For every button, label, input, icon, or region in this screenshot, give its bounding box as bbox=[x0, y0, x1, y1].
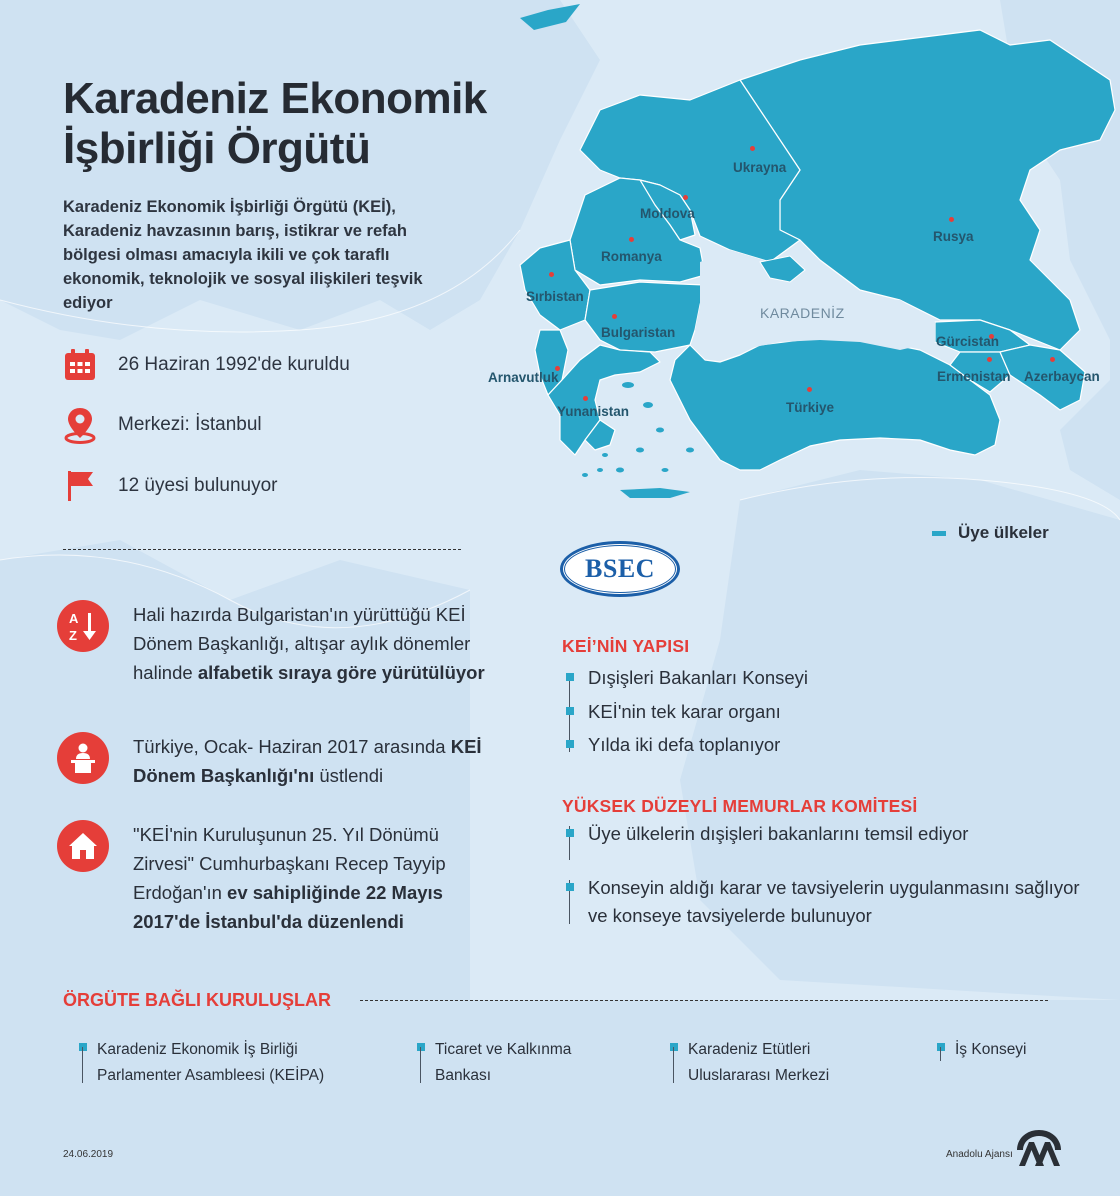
capital-dot-ukrayna bbox=[750, 146, 755, 151]
map-label-gurcistan: Gürcistan bbox=[936, 334, 1000, 349]
fact-headquarters bbox=[63, 405, 262, 445]
info-2-text: Türkiye, Ocak- Haziran 2017 arasında bbox=[133, 736, 451, 757]
committee-item: Konseyin aldığı karar ve tavsiyelerin uygulanmasını sağlıyor ve konseye tavsiyelerde bulunuyor bbox=[588, 874, 1088, 930]
affiliated-item-business-council: İş Konseyi bbox=[955, 1037, 1027, 1063]
structure-item: KEİ'nin tek karar organı bbox=[588, 698, 781, 726]
map-label-turkiye: Türkiye bbox=[786, 400, 835, 415]
map-label-moldova: Moldova bbox=[640, 206, 695, 221]
map-legend bbox=[932, 523, 1049, 543]
capital-dot-turkiye bbox=[807, 387, 812, 392]
map-label-sirbistan: Sırbistan bbox=[526, 289, 584, 304]
info-2-post: üstlendi bbox=[314, 765, 384, 786]
structure-title: KEİ’NİN YAPISI bbox=[562, 636, 690, 656]
info-summit bbox=[57, 820, 487, 936]
flag-icon bbox=[63, 468, 97, 504]
capital-dot-rusya bbox=[949, 217, 954, 222]
divider-affiliated bbox=[360, 1000, 1048, 1001]
fact-headquarters-text: Merkezi: İstanbul bbox=[118, 414, 262, 435]
svg-text:A: A bbox=[69, 611, 79, 626]
info-1-text: Hali hazırda Bulgaristan'ın yürüttüğü KEİ Dönem Başkanlığı, altışar aylık dönemler halinde bbox=[133, 604, 471, 683]
intro-text: Karadeniz Ekonomik İşbirliği Örgütü (KEİ), Karadeniz havzasının barış, istikrar ve refah bölgesi olması amacıyla ikili ve çok taraflı ekonomik, teknolojik ve sosyal ilişkileri teşvik ediyor bbox=[63, 198, 423, 312]
affiliated-title: ÖRGÜTE BAĞLI KURULUŞLAR bbox=[63, 990, 331, 1010]
map-label-ermenistan: Ermenistan bbox=[937, 369, 1011, 384]
capital-dot-romanya bbox=[629, 237, 634, 242]
location-pin-icon bbox=[63, 407, 97, 443]
map-label-arnavutluk: Arnavutluk bbox=[488, 370, 559, 385]
legend-label: Üye ülkeler bbox=[958, 523, 1049, 542]
affiliated-item-bank: Ticaret ve Kalkınma Bankası bbox=[435, 1037, 571, 1089]
capital-dot-ermenistan bbox=[987, 357, 992, 362]
fact-founded-text: 26 Haziran 1992'de kuruldu bbox=[118, 354, 350, 375]
info-1-bold: alfabetik sıraya göre yürütülüyor bbox=[197, 662, 485, 683]
divider-left bbox=[63, 549, 461, 550]
legend-swatch bbox=[932, 531, 946, 536]
map-label-yunanistan: Yunanistan bbox=[557, 404, 630, 419]
map-label-romanya: Romanya bbox=[601, 249, 662, 264]
footer-agency: Anadolu Ajansı bbox=[946, 1149, 1013, 1160]
info-3-text: "KEİ'nin Kuruluşunun 25. Yıl Dönümü Zirvesi" Cumhurbaşkanı Recep Tayyip Erdoğan'ın bbox=[133, 824, 446, 903]
podium-speaker-icon bbox=[57, 732, 109, 784]
structure-item: Yılda iki defa toplanıyor bbox=[588, 731, 780, 759]
footer-date: 24.06.2019 bbox=[63, 1149, 114, 1160]
svg-text:Z: Z bbox=[69, 628, 77, 643]
bsec-logo bbox=[560, 541, 680, 597]
map-label-ukrayna: Ukrayna bbox=[733, 160, 787, 175]
map-label-bulgaristan: Bulgaristan bbox=[601, 325, 676, 340]
info-2-bold: KEİ Dönem Başkanlığı'nı bbox=[133, 736, 482, 786]
capital-dot-azerbaycan bbox=[1050, 357, 1055, 362]
alphabetical-sort-icon bbox=[57, 600, 109, 652]
capital-dot-bulgaristan bbox=[612, 314, 617, 319]
title-line-2: İşbirliği Örgütü bbox=[63, 124, 371, 173]
fact-members-text: 12 üyesi bulunuyor bbox=[118, 475, 278, 496]
calendar-icon bbox=[63, 347, 97, 383]
page-title bbox=[63, 74, 487, 174]
committee-title: YÜKSEK DÜZEYLİ MEMURLAR KOMİTESİ bbox=[562, 796, 918, 816]
capital-dot-yunanistan bbox=[583, 396, 588, 401]
anadolu-agency-logo bbox=[1014, 1128, 1064, 1168]
structure-item: Dışişleri Bakanları Konseyi bbox=[588, 664, 808, 692]
map-label-black-sea: KARADENİZ bbox=[760, 305, 845, 321]
capital-dot-moldova bbox=[683, 195, 688, 200]
house-icon bbox=[57, 820, 109, 872]
affiliated-item-icbss: Karadeniz Etütleri Uluslararası Merkezi bbox=[688, 1037, 829, 1089]
map-label-azerbaycan: Azerbaycan bbox=[1024, 369, 1100, 384]
title-line-1: Karadeniz Ekonomik bbox=[63, 74, 487, 123]
capital-dot-sirbistan bbox=[549, 272, 554, 277]
bsec-logo-text: BSEC bbox=[585, 554, 655, 583]
map-label-rusya: Rusya bbox=[933, 229, 974, 244]
fact-members bbox=[63, 466, 278, 506]
affiliated-item-keipa: Karadeniz Ekonomik İş Birliği Parlamenter Asambleesi (KEİPA) bbox=[97, 1037, 324, 1089]
info-turkey-presidency bbox=[57, 732, 487, 790]
info-term-presidency bbox=[57, 600, 487, 687]
committee-item: Üye ülkelerin dışişleri bakanlarını temsil ediyor bbox=[588, 820, 1088, 848]
info-3-bold: ev sahipliğinde 22 Mayıs 2017'de İstanbul'da düzenlendi bbox=[133, 882, 443, 932]
fact-founded bbox=[63, 345, 350, 385]
